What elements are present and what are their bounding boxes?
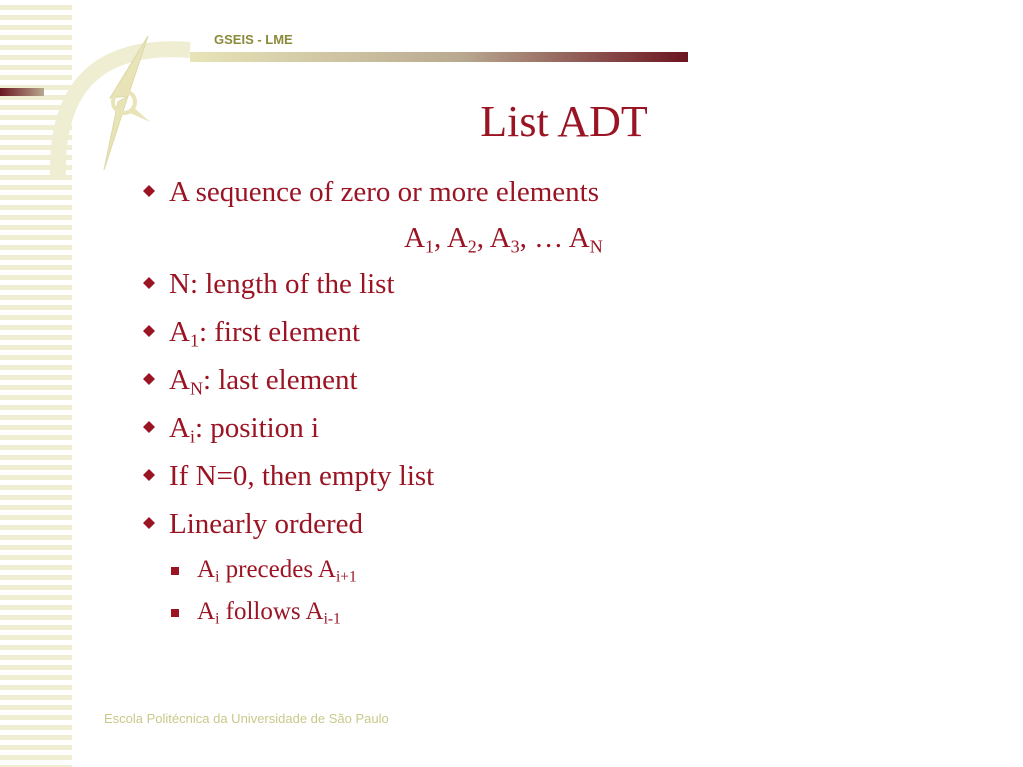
diamond-bullet-icon [143,469,155,481]
diamond-bullet-icon [143,421,155,433]
diamond-bullet-icon [143,277,155,289]
header-bar [190,52,688,62]
sub-bullet-follows: $A_i$ follows $A_{i-1}$ [140,597,940,627]
side-bar [0,88,44,96]
square-bullet-icon [171,609,179,617]
bullet-text: If N=0, then empty list [169,460,435,492]
bullet-length [140,267,940,301]
header-label: GSEIS - LME [214,32,293,47]
bullet-linearly-ordered [140,507,940,541]
bullet-text: Linearly ordered [169,508,364,540]
slide-title: List ADT [480,97,648,146]
bullet-last-element: $A_N$: last element [140,363,940,397]
bullet-text: A sequence of zero or more elements [169,176,599,208]
diamond-bullet-icon [143,517,155,529]
bullet-empty-list [140,459,940,493]
square-bullet-icon [171,567,179,575]
slide-content [140,175,940,639]
diamond-bullet-icon [143,325,155,337]
sequence-notation: $A_1$, $A_2$, $A_3$, … $A_N$ [404,222,603,257]
bullet-sequence [140,175,940,209]
sub-bullet-precedes: $A_i$ precedes $A_{i+1}$ [140,555,940,585]
diamond-bullet-icon [143,185,155,197]
bullet-text: N: length of the list [169,268,395,300]
bullet-position: $A_i$: position i [140,411,940,445]
footer-text: Escola Politécnica da Universidade de São Paulo [104,711,389,726]
diamond-bullet-icon [143,373,155,385]
bullet-first-element: $A_1$: first element [140,315,940,349]
